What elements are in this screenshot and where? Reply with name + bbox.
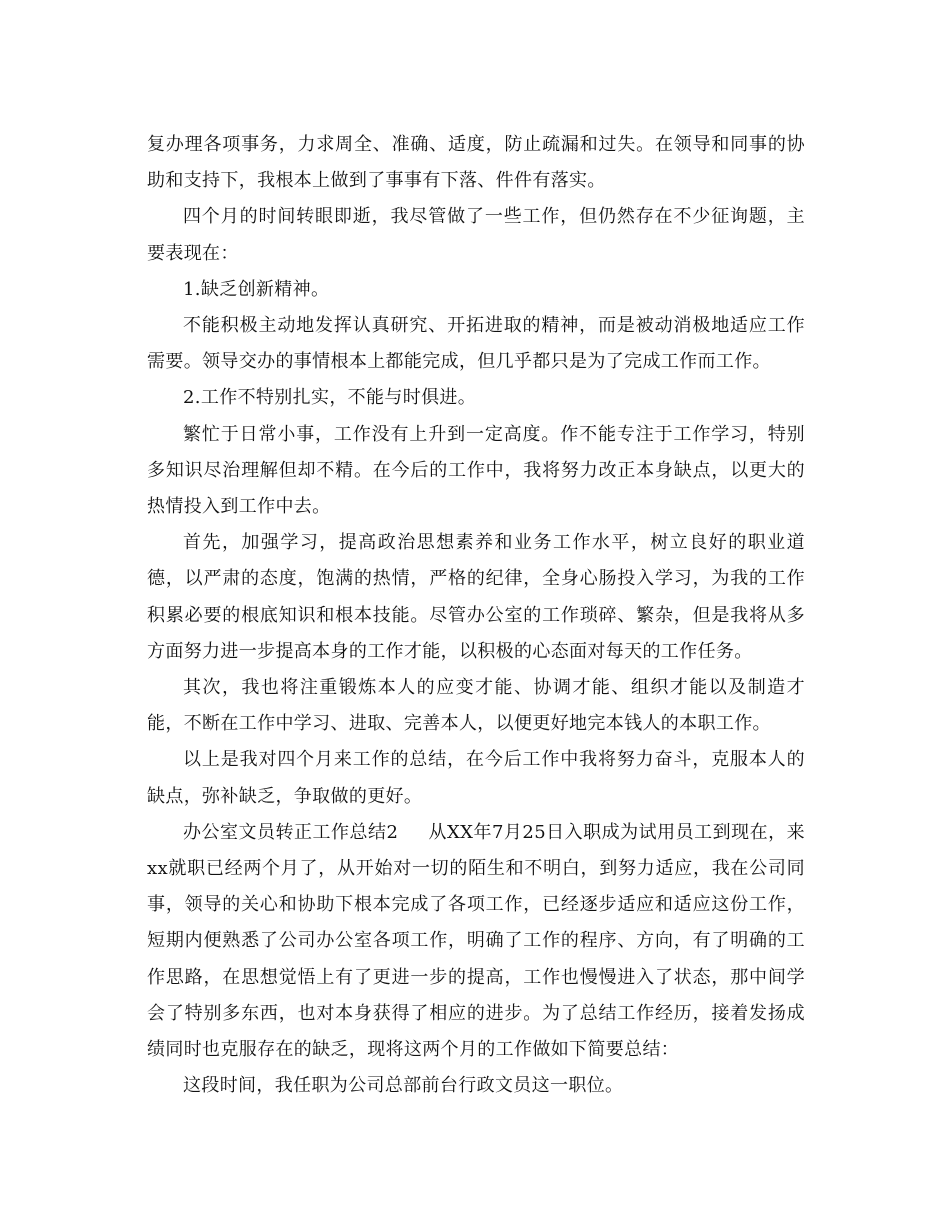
- section-heading: 办公室文员转正工作总结2: [183, 821, 399, 843]
- document-page: [147, 127, 805, 1104]
- paragraph-first-plan: 首先，加强学习，提高政治思想素养和业务工作水平，树立良好的职业道德，以严肃的态度，饱满的热情，严格的纪律，全身心肠投入学习，为我的工作积累必要的根底知识和根本技能。尽管办公室的工作琐碎、繁杂，但是我将从多方面努力进一步提高本身的工作才能，以积极的心态面对每天的工作任务。: [147, 532, 805, 662]
- paragraph-position: 这段时间，我任职为公司总部前台行政文员这一职位。: [183, 1075, 624, 1097]
- paragraph-issues-intro: 四个月的时间转眼即逝，我尽管做了一些工作，但仍然存在不少征询题，主要表现在：: [147, 206, 805, 264]
- paragraph-conclusion: 以上是我对四个月来工作的总结，在今后工作中我将努力奋斗，克服本人的缺点，弥补缺乏，争取做的更好。: [147, 749, 805, 807]
- paragraph-second-plan: 其次，我也将注重锻炼本人的应变才能、协调才能、组织才能以及制造才能，不断在工作中学习、进取、完善本人，以便更好地完本钱人的本职工作。: [147, 677, 805, 735]
- section-body: 从XX年7月25日入职成为试用员工到现在，来xx就职已经两个月了，从开始对一切的陌生和不明白，到努力适应，我在公司同事，领导的关心和协助下根本完成了各项工作，已经逐步适应和适应这份工作，短期内便熟悉了公司办公室各项工作，明确了工作的程序、方向，有了明确的工作思路，在思想觉悟上有了更进一步的提高，工作也慢慢进入了状态，那中间学会了特别多东西，也对本身获得了相应的进步。为了总结工作经历，接着发扬成绩同时也克服存在的缺乏，现将这两个月的工作做如下简要总结：: [147, 821, 805, 1061]
- paragraph-point-1-detail: 不能积极主动地发挥认真研究、开拓进取的精神，而是被动消极地适应工作需要。领导交办的事情根本上都能完成，但几乎都只是为了完成工作而工作。: [147, 315, 805, 373]
- paragraph-summary-2: [147, 815, 805, 1068]
- paragraph-point-1: 1.缺乏创新精神。: [183, 278, 330, 300]
- paragraph-continuation: 复办理各项事务，力求周全、准确、适度，防止疏漏和过失。在领导和同事的协助和支持下，我根本上做到了事事有下落、件件有落实。: [147, 134, 805, 192]
- paragraph-point-2: 2.工作不特别扎实，不能与时俱进。: [183, 387, 477, 409]
- paragraph-point-2-detail: 繁忙于日常小事，工作没有上升到一定高度。作不能专注于工作学习，特别多知识尽治理解但却不精。在今后的工作中，我将努力改正本身缺点，以更大的热情投入到工作中去。: [147, 423, 805, 518]
